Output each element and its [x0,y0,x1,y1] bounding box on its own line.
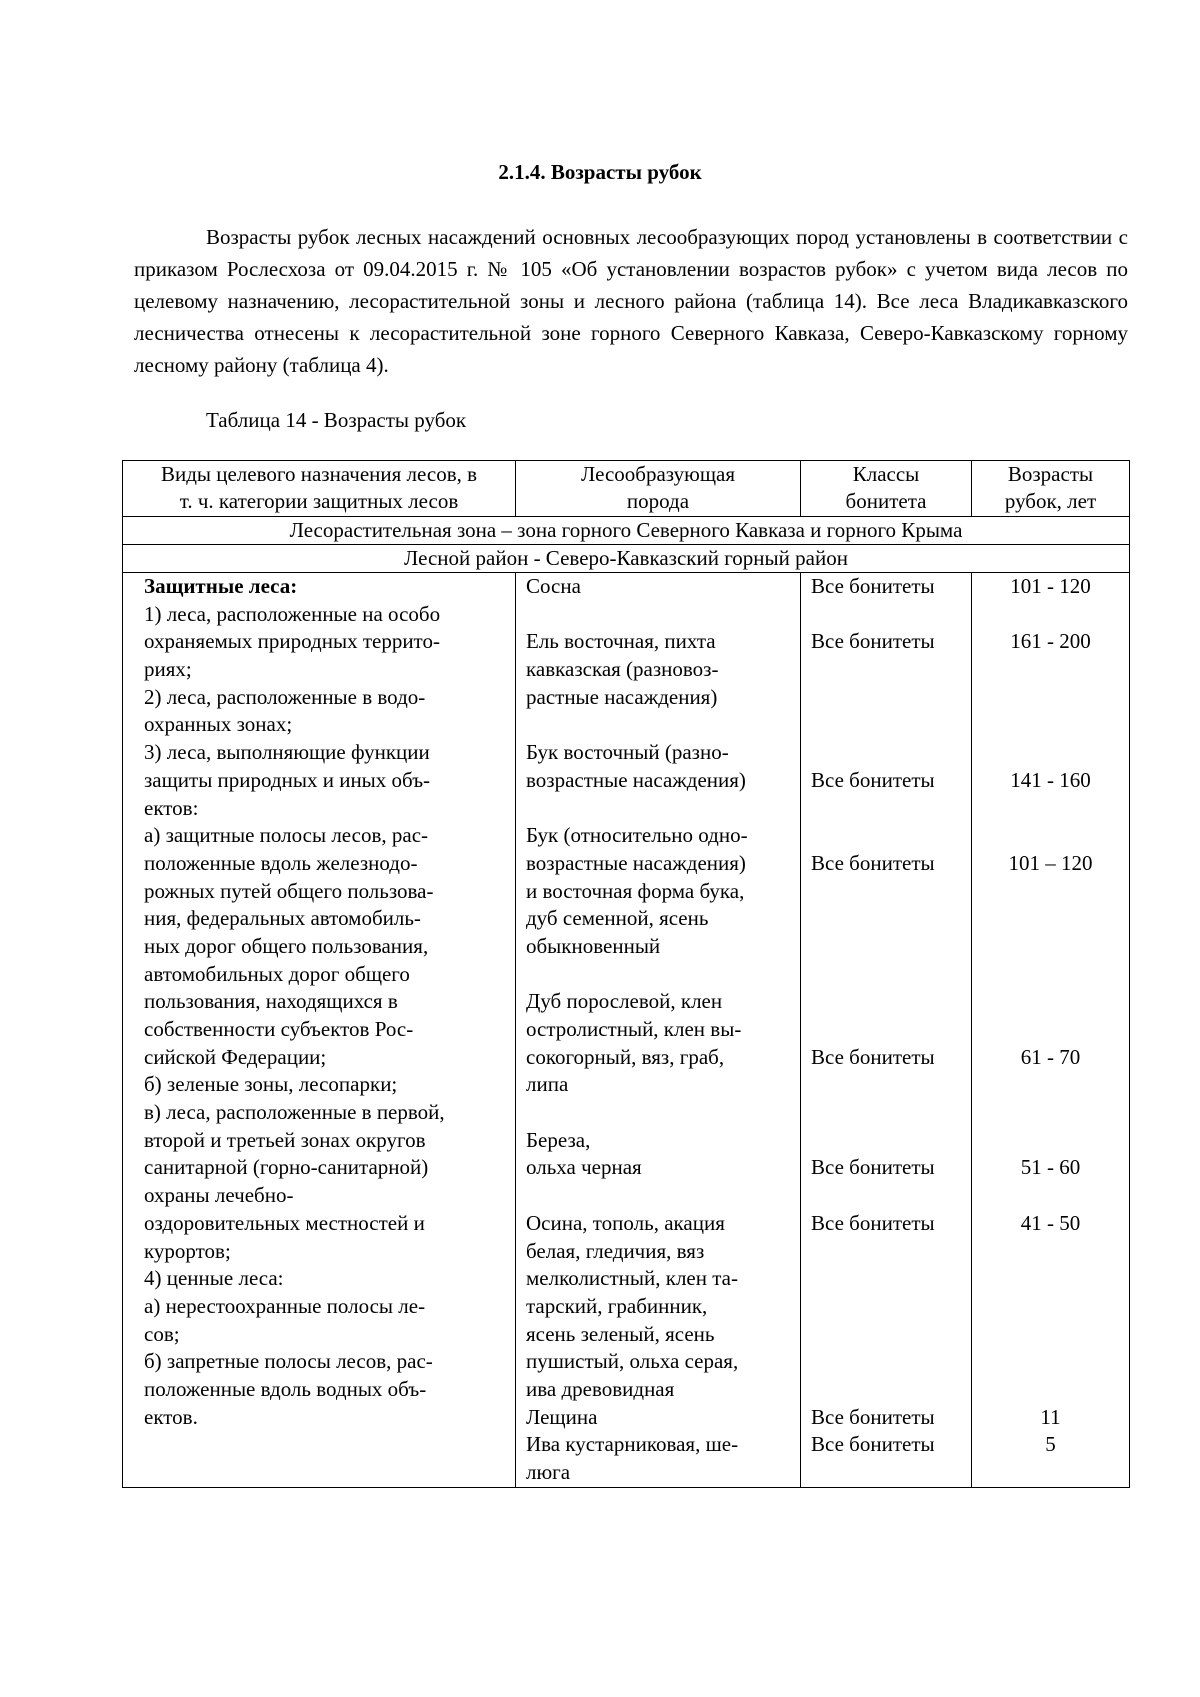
forest-type-line: 2) леса, расположенные в водо- [144,684,426,709]
species-line: Береза, [526,1127,591,1152]
cut-age-line [972,656,1129,684]
forest-type-line: 1) леса, расположенные на особо [144,601,441,626]
header-line: Виды целевого назначения лесов, в [160,462,478,486]
cutting-ages-table [122,460,1130,1488]
cut-age-line [972,905,1129,933]
forest-type-line: сов; [144,1321,180,1346]
species-line: обыкновенный [526,933,661,958]
species-line: сокогорный, вяз, граб, [526,1044,725,1069]
forest-type-line: а) нерестоохранные полосы ле- [144,1293,426,1318]
site-class-line: Все бонитеты [811,1432,935,1457]
forest-type-line: пользования, находящихся в [144,989,398,1014]
body-row [123,573,1130,1488]
forest-type-line: санитарной (горно-санитарной) [144,1155,429,1180]
forest-type-line: оздоровительных местностей и [144,1210,425,1235]
forest-type-line: автомобильных дорог общего [144,961,410,986]
site-class-line: Все бонитеты [811,574,935,598]
forest-type-line: в) леса, расположенные в первой, [144,1100,445,1125]
species-line: Бук (относительно одно- [526,823,748,848]
header-line: Возрасты [1007,462,1094,486]
header-line: Лесообразующая [581,462,735,486]
forest-type-line: собственности субъектов Рос- [144,1017,414,1041]
cut-age-line [972,1265,1129,1293]
species-line: растные насаждения) [526,684,718,709]
forest-type-line: 4) ценные леса: [144,1266,284,1291]
header-species [516,461,801,517]
site-class-line [801,1016,971,1044]
forest-type-line: ния, федеральных автомобиль- [144,906,421,931]
cut-age-line [972,1348,1129,1376]
cut-age-line [972,1127,1129,1155]
forest-type-line: 3) леса, выполняющие функции [144,740,430,765]
header-line: порода [626,489,690,513]
cut-age-line [972,711,1129,739]
species-line: пушистый, ольха серая, [526,1349,739,1374]
cut-age-line: 41 - 50 [1020,1210,1081,1235]
cut-age-line [972,795,1129,823]
cut-age-cell [972,573,1130,1488]
site-class-line [801,795,971,823]
site-class-line: Все бонитеты [811,1044,935,1069]
species-line: Осина, тополь, акация [526,1210,725,1235]
zone-cell: Лесорастительная зона – зона горного Северного Кавказа и горного Крыма [123,517,1130,545]
site-class-line [801,1376,971,1404]
site-class-line: Все бонитеты [811,629,935,654]
forest-type-line: охранных зонах; [144,712,293,737]
forest-type-line: ных дорог общего пользования, [144,933,429,958]
forest-type-line: курортов; [144,1238,231,1263]
forest-type-line: положенные вдоль железнодо- [144,850,418,875]
species-line: ясень зеленый, ясень [526,1321,715,1346]
site-class-line: Все бонитеты [811,1155,935,1180]
forest-type-line: Защитные леса: [144,574,298,598]
site-class-line [801,878,971,906]
header-line: рубок, лет [1004,489,1097,513]
species-line: мелколистный, клен та- [526,1266,738,1291]
header-cut-age [972,461,1130,517]
species-line: белая, гледичия, вяз [526,1238,705,1263]
cut-age-line [972,1099,1129,1127]
site-class-line: Все бонитеты [811,850,935,875]
forest-type-line: ектов: [144,795,199,820]
site-class-line [801,656,971,684]
cut-age-line [972,1238,1129,1266]
cut-age-line [972,684,1129,712]
cut-age-line [972,933,1129,961]
species-line [516,1099,800,1127]
species-cell [516,573,801,1488]
cut-age-line [972,1182,1129,1210]
site-class-line [801,905,971,933]
site-class-line: Все бонитеты [811,767,935,792]
site-class-line [801,1127,971,1155]
cut-age-line: 11 [1040,1404,1061,1429]
header-site-class [801,461,972,517]
species-line [516,601,800,629]
species-line: Ель восточная, пихта [526,629,716,654]
species-line [516,1182,800,1210]
cut-age-line [972,1293,1129,1321]
species-line [516,711,800,739]
cut-age-line: 101 – 120 [1008,850,1093,875]
forest-type-line: положенные вдоль водных объ- [144,1376,427,1401]
species-line: кавказская (разновоз- [526,657,719,682]
cut-age-line: 51 - 60 [1020,1155,1081,1180]
site-class-line: Все бонитеты [811,1210,935,1235]
site-class-cell [801,573,972,1488]
forest-types-cell [123,573,516,1488]
cut-age-line [972,1071,1129,1099]
site-class-line [801,1099,971,1127]
site-class-line [801,1071,971,1099]
site-class-line [801,1182,971,1210]
species-line: Ива кустарниковая, ше- [526,1432,739,1457]
site-class-line [801,601,971,629]
species-line: возрастные насаждения) [526,850,746,875]
cut-age-line [972,988,1129,1016]
species-line: остролистный, клен вы- [526,1017,742,1041]
site-class-line [801,684,971,712]
forest-type-line: ектов. [144,1404,198,1429]
site-class-line [801,933,971,961]
site-class-line [801,1459,971,1487]
species-line: Бук восточный (разно- [526,740,729,765]
table-caption: Таблица 14 - Возрасты рубок [206,408,467,432]
cut-age-line [972,878,1129,906]
species-line [516,795,800,823]
site-class-line [801,1321,971,1349]
cut-age-line [972,1016,1129,1044]
species-line: люга [526,1460,571,1484]
cut-age-line [972,961,1129,989]
section-title: 2.1.4. Возрасты рубок [498,160,702,184]
cut-age-line: 141 - 160 [1010,767,1091,792]
cut-age-line [972,1321,1129,1349]
district-row [123,545,1130,573]
site-class-line [801,739,971,767]
site-class-line [801,1348,971,1376]
forest-type-line: сийской Федерации; [144,1044,327,1069]
zone-row [123,517,1130,545]
forest-type-line: а) защитные полосы лесов, рас- [144,823,429,848]
forest-type-line: б) запретные полосы лесов, рас- [144,1349,433,1374]
forest-type-line: защиты природных и иных объ- [144,767,431,792]
header-forest-purpose [123,461,516,517]
site-class-line [801,822,971,850]
forest-type-line: б) зеленые зоны, лесопарки; [144,1072,398,1097]
species-line: ольха черная [526,1155,642,1180]
species-line: возрастные насаждения) [526,767,746,792]
forest-type-line: риях; [144,657,192,682]
forest-type-line: второй и третьей зонах округов [144,1127,426,1152]
site-class-line [801,1238,971,1266]
cut-age-line: 161 - 200 [1010,629,1091,654]
species-line [516,961,800,989]
species-line: Сосна [526,574,581,598]
forest-type-line: рожных путей общего пользова- [144,878,434,903]
species-line: дуб семенной, ясень [526,906,709,931]
species-line: Лещина [526,1404,598,1429]
species-line: липа [526,1072,569,1097]
cut-age-line: 101 - 120 [1010,574,1091,598]
species-line: Дуб порослевой, клен [526,989,723,1014]
header-line: бонитета [845,489,927,513]
site-class-line [801,1265,971,1293]
site-class-line [801,711,971,739]
cut-age-line [972,1376,1129,1404]
site-class-line [801,961,971,989]
species-line: тарский, грабинник, [526,1293,708,1318]
cut-age-line [972,601,1129,629]
site-class-line [801,1293,971,1321]
cut-age-line [972,1459,1129,1487]
header-line: т. ч. категории защитных лесов [179,489,459,513]
district-cell: Лесной район - Северо-Кавказский горный район [123,545,1130,573]
forest-type-line: охраны лечебно- [144,1183,294,1208]
table-header-row [123,461,1130,517]
cut-age-line: 5 [1045,1432,1056,1457]
intro-paragraph: Возрасты рубок лесных насаждений основных лесообразующих пород установлены в соответствии с приказом Рослесхоза от 09.04.2015 г. № 105 «Об установлении возрастов рубок» с учетом вида лесов по целевому назначению, лесорастительной зоны и лесного района (таблица 14). Все леса Владикавказского лесничества отнесены к лесорастительной зоне горного Северного Кавказа, Северо-Кавказскому горному лесному району (таблица 4). [134,225,1128,377]
site-class-line [801,988,971,1016]
header-line: Классы [852,462,920,486]
cut-age-line [972,739,1129,767]
site-class-line: Все бонитеты [811,1404,935,1429]
cut-age-line: 61 - 70 [1020,1044,1081,1069]
species-line: ива древовидная [526,1376,675,1401]
species-line: и восточная форма бука, [526,878,745,903]
cut-age-line [972,822,1129,850]
forest-type-line: охраняемых природных террито- [144,629,440,654]
